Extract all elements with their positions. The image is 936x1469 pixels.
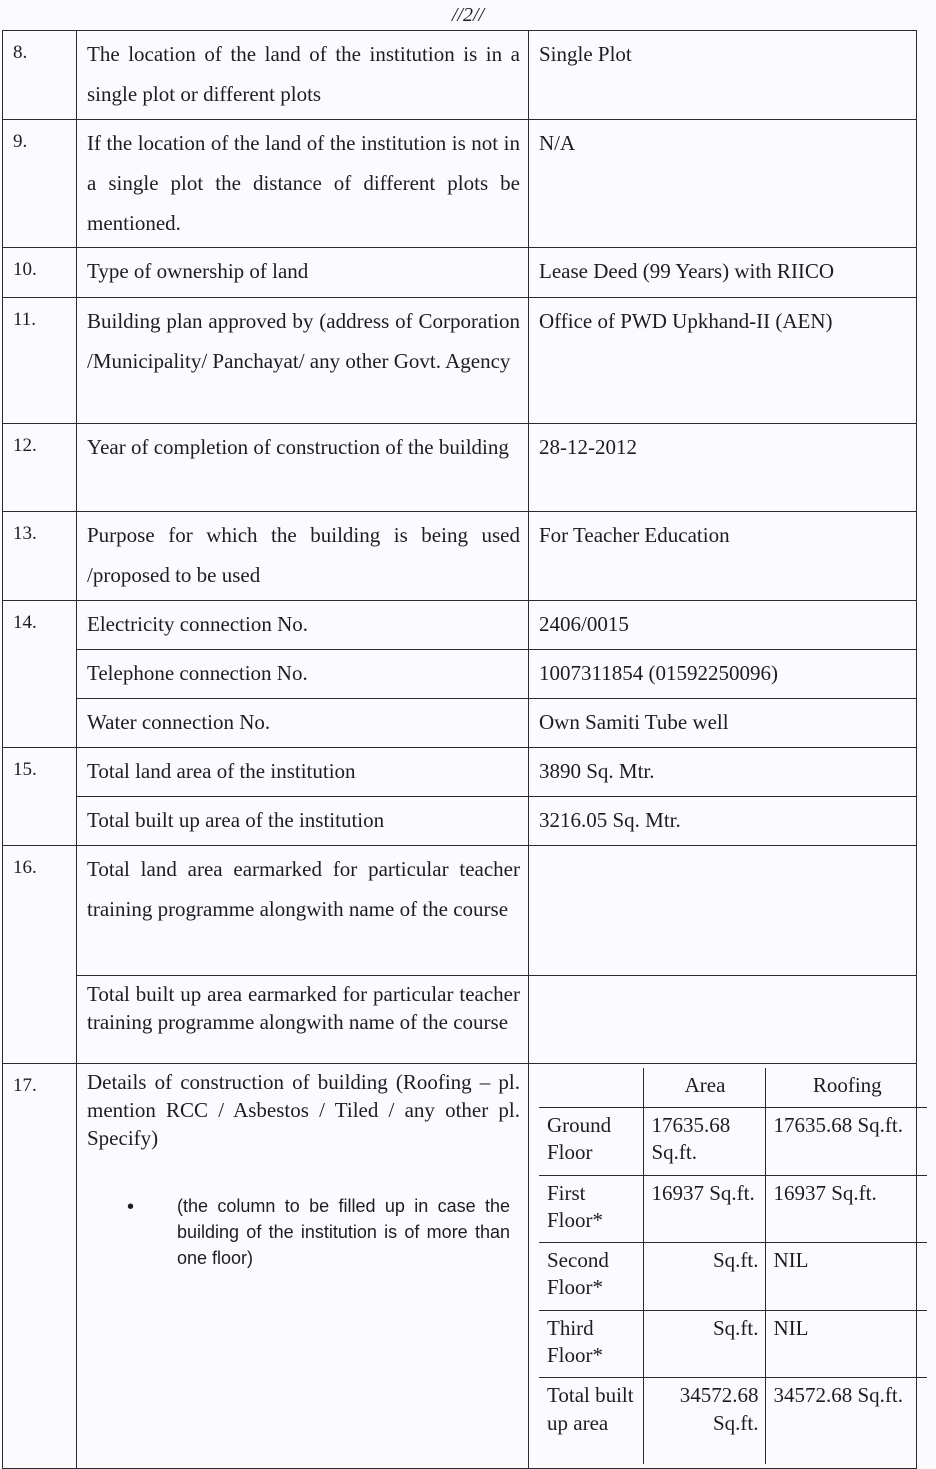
row-number: 17.: [3, 1063, 77, 1468]
row-number: 12.: [3, 424, 77, 512]
row-label: Total land area earmarked for particular teacher training programme alongwith name of the course: [77, 845, 529, 975]
row-value: N/A: [529, 119, 917, 248]
table-row: [3, 424, 917, 512]
floor-name: Second Floor*: [539, 1243, 643, 1311]
header-roofing: Roofing: [765, 1068, 927, 1108]
bullet-icon: •: [127, 1195, 135, 1218]
floor-roofing: 34572.68 Sq.ft.: [765, 1378, 927, 1464]
row-value: For Teacher Education: [529, 512, 917, 601]
row-label: Total built up area of the institution: [77, 796, 529, 845]
row-number: 15.: [3, 747, 77, 845]
table-row: [3, 650, 917, 699]
floor-row: [539, 1175, 927, 1243]
row-number: 11.: [3, 298, 77, 424]
row-value: [529, 975, 917, 1063]
row-value: Lease Deed (99 Years) with RIICO: [529, 248, 917, 298]
table-row: [3, 248, 917, 298]
row-number: 9.: [3, 119, 77, 248]
floor-name: First Floor*: [539, 1175, 643, 1243]
row-number: 8.: [3, 31, 77, 120]
table-row: [3, 699, 917, 748]
row-label: Total built up area earmarked for particular teacher training programme alongwith name of the course: [77, 975, 529, 1063]
floor-roofing: NIL: [765, 1310, 927, 1378]
table-row: [3, 975, 917, 1063]
row-value: 28-12-2012: [529, 424, 917, 512]
row-value: 1007311854 (01592250096): [529, 650, 917, 699]
institution-details-table: [2, 30, 917, 1469]
floor-area: 34572.68 Sq.ft.: [643, 1378, 765, 1464]
floor-roofing: 17635.68 Sq.ft.: [765, 1107, 927, 1175]
floor-name: Total built up area: [539, 1378, 643, 1464]
floor-area: 17635.68 Sq.ft.: [643, 1107, 765, 1175]
row-value: 2406/0015: [529, 601, 917, 650]
floor-row: [539, 1107, 927, 1175]
table-row: [3, 747, 917, 796]
floor-area: 16937 Sq.ft.: [643, 1175, 765, 1243]
header-area: Area: [643, 1068, 765, 1108]
row-label: Year of completion of construction of the building: [77, 424, 529, 512]
floor-area: Sq.ft.: [643, 1243, 765, 1311]
floor-name: Third Floor*: [539, 1310, 643, 1378]
row-label: Type of ownership of land: [77, 248, 529, 298]
row-value: [529, 845, 917, 975]
floor-row: [539, 1243, 927, 1311]
floor-row: [539, 1310, 927, 1378]
row-number: 10.: [3, 248, 77, 298]
row-label: Total land area of the institution: [77, 747, 529, 796]
row-value: 3216.05 Sq. Mtr.: [529, 796, 917, 845]
row-value: Single Plot: [529, 31, 917, 120]
row-label: Water connection No.: [77, 699, 529, 748]
table-row: [3, 119, 917, 248]
row-number: 13.: [3, 512, 77, 601]
page-number: //2//: [451, 4, 485, 26]
floor-area: Sq.ft.: [643, 1310, 765, 1378]
row-value: Office of PWD Upkhand-II (AEN): [529, 298, 917, 424]
floor-details-table: [539, 1068, 927, 1464]
table-row: [3, 796, 917, 845]
table-row: [3, 1063, 917, 1468]
floor-details-cell: [529, 1063, 917, 1468]
table-row: [3, 31, 917, 120]
note-item: [107, 1193, 510, 1271]
row-label: Telephone connection No.: [77, 650, 529, 699]
floor-header-row: [539, 1068, 927, 1108]
row-number: 14.: [3, 601, 77, 748]
row-label: Electricity connection No.: [77, 601, 529, 650]
floor-roofing: 16937 Sq.ft.: [765, 1175, 927, 1243]
row-number: 16.: [3, 845, 77, 1063]
header-floor: [539, 1068, 643, 1108]
row-label: The location of the land of the institution is in a single plot or different plots: [77, 31, 529, 120]
row-label: If the location of the land of the institution is not in a single plot the distance of different plots be mentioned.: [77, 119, 529, 248]
row-label: Details of construction of building (Roofing – pl. mention RCC / Asbestos / Tiled / any other pl. Specify): [87, 1069, 520, 1151]
row-label: Building plan approved by (address of Corporation /Municipality/ Panchayat/ any other Govt. Agency: [77, 298, 529, 424]
row-value: Own Samiti Tube well: [529, 699, 917, 748]
floor-name: Ground Floor: [539, 1107, 643, 1175]
floor-roofing: NIL: [765, 1243, 927, 1311]
floor-row-total: [539, 1378, 927, 1464]
note-text: (the column to be filled up in case the building of the institution is of more than one floor): [177, 1195, 510, 1268]
row-label-cell: [77, 1063, 529, 1468]
table-row: [3, 845, 917, 975]
table-row: [3, 601, 917, 650]
table-row: [3, 298, 917, 424]
table-row: [3, 512, 917, 601]
row-label: Purpose for which the building is being used /proposed to be used: [77, 512, 529, 601]
row-value: 3890 Sq. Mtr.: [529, 747, 917, 796]
